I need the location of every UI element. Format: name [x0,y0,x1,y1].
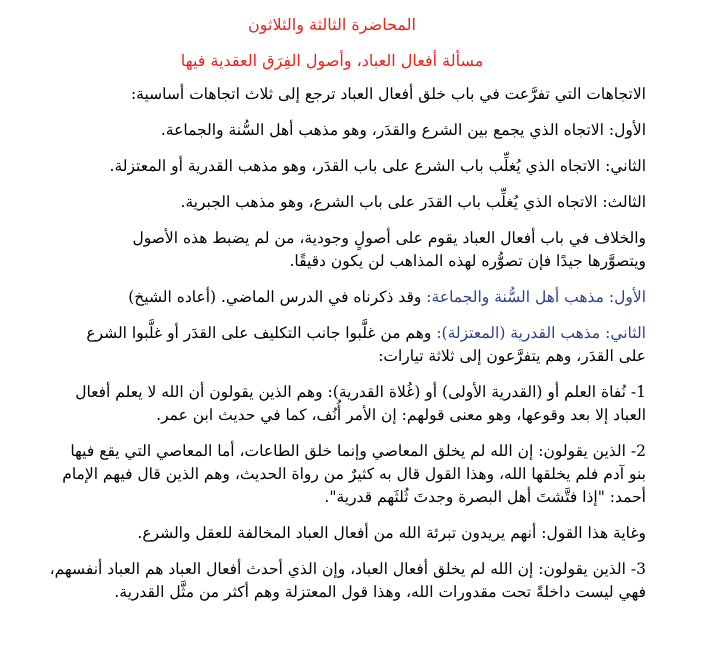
list-item-2 [18,440,646,509]
goal-paragraph: وغاية هذا القول: أنهم يريدون تبرئة الله من أفعال العباد المخالفة للعقل والشرع. [137,524,646,542]
qadariyya-line-1 [18,322,646,345]
item2-line-2: بنو آدم فلم يخلقها الله، وهذا القول قال به كثيرٌ من رواة الحديث، وهم الذين قال فيهم الإمام [62,465,646,483]
dispute-line-2: ويتصوَّرها جيدًا فإن تصوُّره لهذه المذاهب لن يكون دقيقًا. [289,252,646,270]
dispute-paragraph [18,227,646,273]
lecture-title: المحاضرة الثالثة والثلاثون [248,15,416,34]
qadariyya-text: وهم من غلَّبوا جانب التكليف على القدَر أو غلَّبوا الشرع [86,324,437,342]
sunnah-heading: الأول: مذهب أهل السُّنة والجماعة: [426,288,646,306]
item1-line-2: العباد إلا بعد وقوعها، وهو معنى قولهم: إن الأمر أُنُف، كما في حديث ابن عمر. [156,406,646,424]
item2-line-1: 2- الذين يقولون: إن الله لم يخلق المعاصي وإنما خلق الطاعات، أما المعاصي التي يقع فيها [70,442,646,460]
list-item-1 [18,381,646,427]
sunnah-paragraph [18,286,646,309]
list-item-3 [18,558,646,604]
lecture-subtitle: مسألة أفعال العباد، وأصول الفِرَق العقدية فيها [180,51,484,70]
item3-line-2: فهي ليست داخلةً تحت مقدورات الله، وهذا قول المعتزلة وهم أكثر من مثَّل القدرية. [114,583,646,601]
qadariyya-paragraph [18,322,646,368]
item3-line-1: 3- الذين يقولون: إن الله لم يخلق أفعال العباد، وإن الذي أحدث أفعال العباد هم العباد أنفسهم، [49,560,646,578]
second-trend-paragraph: الثاني: الاتجاه الذي يُغلِّب باب الشرع على باب القدَر، وهو مذهب القدرية أو المعتزلة. [109,157,646,175]
intro-paragraph: الاتجاهات التي تفرَّعت في باب خلق أفعال العباد ترجع إلى ثلاث اتجاهات أساسية: [130,85,646,103]
item1-line-1: 1- نُفاة العلم أو (القدرية الأولى) أو (غُلاة القدرية): وهم الذين يقولون أن الله لا يعلم أفعال [75,383,646,401]
qadariyya-line-2: على القدَر، وهم يتفرَّعون إلى ثلاثة تيارات: [378,347,646,365]
sunnah-text: وقد ذكرناه في الدرس الماضي. (أعاده الشيخ) [128,288,427,306]
dispute-line-1: والخلاف في باب أفعال العباد يقوم على أصولٍ وجودية، من لم يضبط هذه الأصول [132,229,646,247]
first-trend-paragraph: الأول: الاتجاه الذي يجمع بين الشرع والقدَر، وهو مذهب أهل السُّنة والجماعة. [160,121,646,139]
qadariyya-heading: الثاني: مذهب القدرية (المعتزلة): [436,324,646,342]
item2-line-3: أحمد: "إذا فتَّشتَ أهل البصرة وجدتَ ثُلثَهم قدرية". [324,488,646,506]
third-trend-paragraph: الثالث: الاتجاه الذي يُغلِّب باب القدَر على باب الشرع، وهو مذهب الجبرية. [180,193,646,211]
